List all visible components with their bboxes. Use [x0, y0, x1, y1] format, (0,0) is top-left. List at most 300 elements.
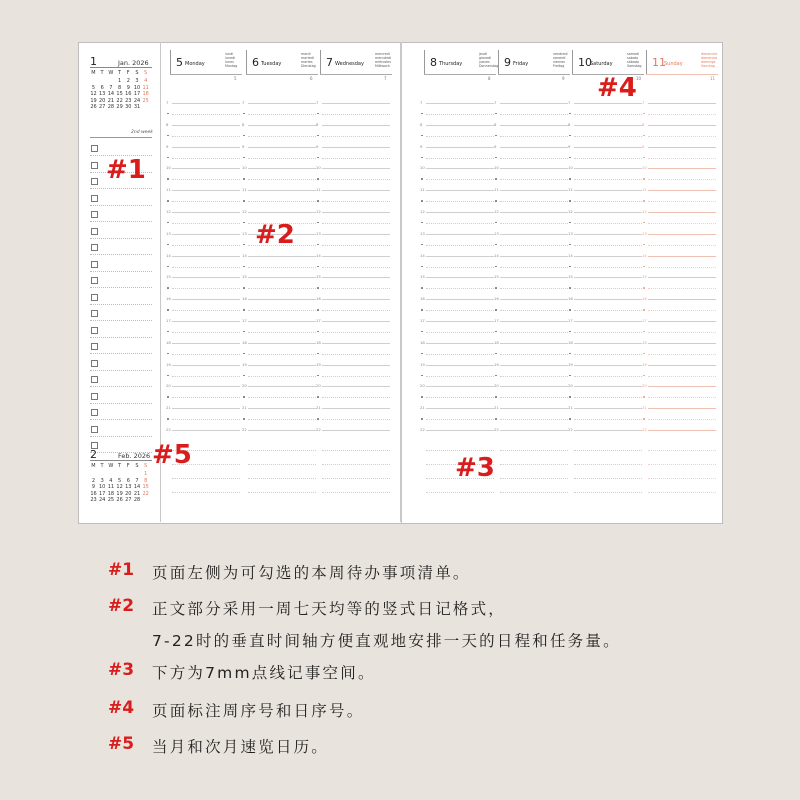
todo-line	[90, 353, 152, 354]
half-hour-dot	[421, 157, 423, 159]
marker-5: #5	[152, 440, 192, 470]
half-hour-dot	[569, 157, 571, 159]
day-translations	[553, 52, 567, 68]
mini-cal-weekday: M	[91, 463, 96, 469]
half-hour-dot	[167, 266, 169, 268]
day-translation: Donnerstag	[479, 64, 499, 68]
hour-label: 8	[242, 121, 245, 127]
hour-line	[248, 190, 316, 191]
half-hour-dot	[569, 287, 571, 289]
marker-4: #4	[597, 73, 637, 103]
half-hour-line	[322, 223, 390, 224]
marker-1: #1	[106, 155, 146, 185]
mini-cal-weekday: S	[144, 70, 148, 76]
todo-checkbox	[91, 409, 98, 416]
half-hour-line	[500, 179, 568, 180]
hour-label: 14	[316, 252, 321, 258]
hour-line	[574, 299, 642, 300]
half-hour-line	[500, 419, 568, 420]
half-hour-dot	[421, 353, 423, 355]
day-index-small: 9	[562, 76, 565, 81]
day-translation: jueves	[479, 60, 490, 64]
hour-line	[248, 168, 316, 169]
todo-checkbox	[91, 277, 98, 284]
hour-line	[648, 321, 716, 322]
hour-line	[426, 386, 494, 387]
todo-checkbox	[91, 195, 98, 202]
hour-label: 13	[420, 230, 425, 236]
mini-cal-day: 29	[116, 104, 123, 111]
half-hour-dot	[167, 135, 169, 137]
todo-checkbox	[91, 162, 98, 169]
hour-line	[500, 343, 568, 344]
todo-line	[90, 320, 152, 321]
mini-cal-day: 27	[99, 104, 106, 111]
half-hour-line	[322, 245, 390, 246]
hour-label: 8	[166, 121, 169, 127]
hour-line	[426, 365, 494, 366]
mini-cal-weekday: T	[100, 70, 104, 76]
hour-line	[172, 408, 240, 409]
half-hour-line	[574, 179, 642, 180]
hour-line	[172, 299, 240, 300]
half-hour-line	[426, 201, 494, 202]
half-hour-line	[574, 267, 642, 268]
half-hour-line	[500, 114, 568, 115]
day-translations	[301, 52, 316, 68]
half-hour-line	[426, 419, 494, 420]
hour-label: 15	[568, 274, 573, 280]
half-hour-line	[574, 354, 642, 355]
todo-line	[90, 205, 152, 206]
mini-cal-day: 2	[126, 78, 130, 84]
half-hour-dot	[569, 244, 571, 246]
day-translation: Samstag	[627, 64, 642, 68]
hour-label: 18	[642, 339, 647, 345]
notes-dotted-line	[248, 464, 316, 465]
mini-cal-day: 8	[118, 84, 122, 91]
half-hour-line	[322, 332, 390, 333]
half-hour-dot	[421, 375, 423, 377]
hour-line	[172, 430, 240, 431]
hour-label: 16	[568, 296, 573, 302]
day-name: Tuesday	[261, 61, 282, 67]
hour-label: 11	[568, 187, 573, 193]
mini-cal-day: 18	[142, 91, 149, 98]
mini-cal-day: 23	[125, 97, 132, 104]
day-translation: viernes	[553, 60, 566, 64]
mini-cal-day: 10	[99, 484, 106, 491]
day-name: Sunday	[664, 61, 683, 67]
hour-label: 14	[568, 252, 573, 258]
half-hour-line	[574, 419, 642, 420]
half-hour-line	[248, 376, 316, 377]
half-hour-dot	[643, 178, 645, 180]
day-translations	[479, 52, 498, 68]
hour-line	[574, 125, 642, 126]
mini-cal-weekday: F	[126, 463, 130, 469]
hour-line	[322, 365, 390, 366]
half-hour-dot	[317, 418, 319, 420]
day-translations	[627, 52, 641, 68]
half-hour-line	[574, 201, 642, 202]
day-translation: mercoledi	[375, 56, 392, 60]
hour-label: 12	[242, 209, 247, 214]
todo-checkbox	[91, 327, 98, 334]
half-hour-line	[426, 179, 494, 180]
notes-dotted-line	[500, 450, 568, 451]
mini-cal-day: 9	[91, 484, 96, 491]
mini-cal-month-number: 1	[90, 55, 97, 68]
mini-cal-day: 26	[90, 104, 97, 111]
hour-line	[500, 277, 568, 278]
hour-label: 9	[166, 143, 169, 149]
half-hour-dot	[643, 396, 645, 398]
half-hour-line	[426, 158, 494, 159]
half-hour-line	[322, 136, 390, 137]
day-translation: martedi	[301, 56, 314, 60]
half-hour-line	[172, 223, 240, 224]
hour-label: 22	[642, 427, 647, 432]
hour-label: 8	[316, 121, 319, 127]
hour-label: 15	[494, 274, 499, 280]
half-hour-line	[248, 201, 316, 202]
hour-line	[426, 190, 494, 191]
half-hour-dot	[569, 200, 571, 202]
mini-cal-weekday: T	[117, 70, 122, 76]
half-hour-dot	[495, 396, 497, 398]
hour-label: 11	[642, 187, 647, 193]
notes-dotted-line	[648, 450, 716, 451]
half-hour-line	[574, 332, 642, 333]
day-header	[320, 50, 393, 74]
mini-cal-day: 13	[99, 91, 106, 98]
mini-cal-day: 21	[133, 490, 141, 497]
hour-label: 18	[242, 339, 247, 345]
half-hour-dot	[317, 244, 319, 246]
hour-label: 22	[316, 427, 321, 432]
mini-cal-day: 11	[142, 84, 149, 91]
todo-line	[90, 287, 152, 288]
half-hour-dot	[495, 244, 497, 246]
hour-label: 13	[166, 230, 171, 236]
hour-line	[426, 343, 494, 344]
hour-label: 16	[494, 296, 499, 302]
half-hour-dot	[421, 287, 423, 289]
hour-line	[172, 147, 240, 148]
hour-line	[574, 147, 642, 148]
hour-label: 9	[494, 143, 497, 149]
todo-line	[90, 370, 152, 371]
half-hour-line	[248, 179, 316, 180]
day-name: Saturday	[590, 61, 613, 67]
hour-line	[172, 168, 240, 169]
hour-line	[426, 125, 494, 126]
hour-line	[500, 234, 568, 235]
half-hour-dot	[317, 287, 319, 289]
day-translation: lunes	[225, 60, 234, 64]
half-hour-dot	[495, 375, 497, 377]
legend-marker: #3	[108, 660, 135, 680]
half-hour-line	[500, 376, 568, 377]
hour-line	[574, 168, 642, 169]
day-translation: venerdi	[553, 56, 566, 60]
notes-dotted-line	[648, 492, 716, 493]
mini-cal-day: 18	[107, 490, 115, 497]
mini-cal-rule	[90, 460, 152, 461]
mini-cal-day: 22	[142, 490, 149, 497]
day-number: 11	[652, 56, 666, 69]
half-hour-dot	[643, 309, 645, 311]
hour-label: 7	[242, 100, 245, 105]
hour-line	[648, 277, 716, 278]
half-hour-dot	[167, 375, 169, 377]
half-hour-dot	[243, 418, 245, 420]
day-header	[572, 50, 645, 74]
half-hour-line	[172, 158, 240, 159]
hour-label: 11	[316, 187, 321, 193]
todo-checkbox	[91, 211, 98, 218]
hour-line	[322, 343, 390, 344]
half-hour-line	[172, 332, 240, 333]
half-hour-line	[322, 310, 390, 311]
hour-line	[248, 299, 316, 300]
mini-cal-day: 25	[142, 97, 149, 104]
notes-dotted-line	[322, 492, 390, 493]
notes-dotted-line	[574, 492, 642, 493]
hour-line	[574, 365, 642, 366]
hour-label: 7	[568, 100, 571, 105]
day-translation: giovedi	[479, 56, 492, 60]
hour-line	[172, 277, 240, 278]
half-hour-dot	[167, 287, 169, 289]
todo-checkbox	[91, 178, 98, 185]
notes-dotted-line	[648, 478, 716, 479]
half-hour-line	[426, 114, 494, 115]
mini-cal-day: 14	[107, 91, 115, 98]
hour-line	[648, 125, 716, 126]
half-hour-line	[500, 267, 568, 268]
hour-line	[574, 386, 642, 387]
notes-dotted-line	[574, 478, 642, 479]
hour-label: 18	[568, 339, 573, 345]
half-hour-dot	[495, 157, 497, 159]
hour-label: 10	[568, 165, 573, 171]
half-hour-dot	[495, 353, 497, 355]
hour-label: 13	[568, 230, 573, 236]
half-hour-dot	[495, 309, 497, 311]
mini-cal-day: 1	[118, 78, 122, 84]
day-translation: Sonntag	[701, 64, 715, 68]
hour-line	[172, 212, 240, 213]
half-hour-line	[426, 245, 494, 246]
todo-line	[90, 221, 152, 222]
day-translation: domenica	[701, 56, 718, 60]
mini-cal-weekday: W	[108, 70, 114, 76]
hour-line	[322, 321, 390, 322]
half-hour-line	[426, 354, 494, 355]
day-header	[646, 50, 719, 74]
day-index-small: 7	[384, 76, 387, 81]
hour-line	[248, 365, 316, 366]
mini-cal-day: 16	[125, 91, 132, 98]
day-header	[170, 50, 243, 74]
hour-label: 11	[242, 187, 247, 193]
half-hour-dot	[643, 200, 645, 202]
day-header-rule	[498, 74, 570, 75]
mini-cal-title: Jan. 2026	[118, 59, 149, 67]
day-translation: lunedi	[225, 56, 236, 60]
day-number: 7	[326, 56, 333, 69]
hour-line	[322, 430, 390, 431]
hour-label: 11	[494, 187, 499, 193]
half-hour-line	[248, 419, 316, 420]
half-hour-line	[648, 376, 716, 377]
hour-line	[648, 103, 716, 104]
half-hour-line	[248, 267, 316, 268]
half-hour-dot	[643, 135, 645, 137]
hour-label: 15	[420, 274, 425, 280]
half-hour-dot	[421, 309, 423, 311]
half-hour-dot	[421, 200, 423, 202]
marker-3: #3	[455, 453, 495, 483]
mini-cal-day: 8	[144, 477, 148, 484]
mini-cal-day: 24	[133, 97, 141, 104]
hour-line	[322, 103, 390, 104]
half-hour-line	[648, 267, 716, 268]
mini-cal-day: 5	[118, 477, 122, 484]
half-hour-dot	[495, 135, 497, 137]
mini-cal-day: 12	[116, 484, 123, 491]
half-hour-line	[322, 267, 390, 268]
half-hour-line	[248, 288, 316, 289]
day-translations	[225, 52, 237, 68]
legend-text: 当月和次月速览日历。	[152, 738, 330, 756]
hour-label: 10	[166, 165, 171, 171]
hour-label: 15	[642, 274, 647, 280]
half-hour-dot	[243, 266, 245, 268]
hour-label: 9	[568, 143, 571, 149]
half-hour-dot	[569, 418, 571, 420]
day-translation: miércoles	[375, 60, 391, 64]
mini-cal-day: 15	[116, 91, 123, 98]
notes-dotted-line	[172, 492, 240, 493]
hour-label: 9	[420, 143, 423, 149]
mini-cal-day: 11	[107, 484, 115, 491]
half-hour-dot	[317, 135, 319, 137]
todo-checkbox	[91, 261, 98, 268]
hour-label: 12	[568, 209, 573, 214]
half-hour-line	[426, 223, 494, 224]
half-hour-dot	[421, 396, 423, 398]
hour-label: 17	[642, 318, 647, 323]
todo-line	[90, 403, 152, 404]
hour-line	[322, 125, 390, 126]
half-hour-line	[426, 376, 494, 377]
mini-cal-day: 12	[90, 91, 97, 98]
hour-line	[248, 430, 316, 431]
todo-checkbox	[91, 426, 98, 433]
half-hour-dot	[167, 178, 169, 180]
hour-label: 17	[242, 318, 247, 323]
mini-cal-day: 10	[133, 84, 141, 91]
hour-label: 20	[420, 383, 425, 389]
hour-line	[172, 256, 240, 257]
hour-label: 21	[642, 405, 647, 411]
hour-label: 9	[316, 143, 319, 149]
half-hour-dot	[243, 157, 245, 159]
half-hour-line	[648, 179, 716, 180]
todo-line	[90, 436, 152, 437]
hour-label: 18	[316, 339, 321, 345]
week-label-rule	[90, 137, 152, 138]
hour-label: 21	[316, 405, 321, 411]
half-hour-line	[648, 332, 716, 333]
hour-label: 8	[494, 121, 497, 127]
hour-label: 13	[316, 230, 321, 236]
hour-label: 13	[642, 230, 647, 236]
mini-cal-weekday: S	[135, 70, 139, 76]
mini-cal-day: 22	[116, 97, 123, 104]
half-hour-line	[322, 354, 390, 355]
hour-label: 12	[642, 209, 647, 214]
day-translation: martes	[301, 60, 313, 64]
half-hour-line	[648, 354, 716, 355]
half-hour-line	[648, 397, 716, 398]
hour-line	[500, 190, 568, 191]
notes-dotted-line	[574, 464, 642, 465]
day-translation: Freitag	[553, 64, 565, 68]
hour-label: 20	[316, 383, 321, 389]
todo-checkbox	[91, 343, 98, 350]
half-hour-line	[426, 136, 494, 137]
todo-line	[90, 419, 152, 420]
todo-line	[90, 337, 152, 338]
half-hour-dot	[317, 178, 319, 180]
day-index-small: 8	[488, 76, 491, 81]
hour-line	[500, 430, 568, 431]
hour-label: 9	[642, 143, 645, 149]
hour-line	[248, 125, 316, 126]
hour-line	[500, 125, 568, 126]
half-hour-dot	[317, 396, 319, 398]
day-translation: sabato	[627, 56, 639, 60]
day-translation: Mittwoch	[375, 64, 390, 68]
hour-line	[648, 408, 716, 409]
notes-dotted-line	[500, 492, 568, 493]
half-hour-dot	[421, 266, 423, 268]
half-hour-dot	[569, 396, 571, 398]
hour-line	[426, 103, 494, 104]
half-hour-line	[574, 136, 642, 137]
hour-label: 10	[316, 165, 321, 171]
hour-line	[248, 408, 316, 409]
hour-label: 12	[420, 209, 425, 214]
hour-line	[648, 365, 716, 366]
half-hour-line	[574, 397, 642, 398]
half-hour-dot	[243, 244, 245, 246]
notes-dotted-line	[172, 478, 240, 479]
hour-label: 14	[494, 252, 499, 258]
half-hour-dot	[167, 244, 169, 246]
half-hour-dot	[569, 135, 571, 137]
hour-line	[500, 168, 568, 169]
hour-label: 14	[166, 252, 171, 258]
half-hour-dot	[167, 353, 169, 355]
mini-cal-day: 31	[133, 104, 141, 111]
half-hour-line	[574, 288, 642, 289]
hour-line	[322, 147, 390, 148]
